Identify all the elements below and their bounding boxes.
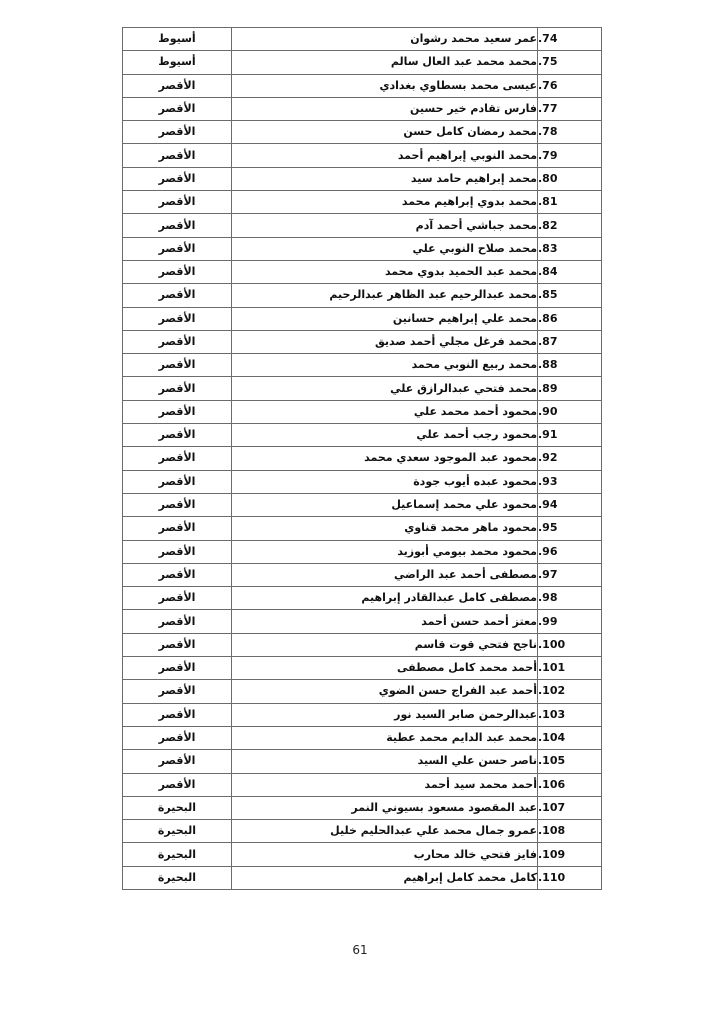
row-number: .90	[538, 400, 602, 423]
table-row	[123, 680, 602, 703]
person-name: عمرو جمال محمد علي عبدالحليم خليل	[232, 820, 538, 843]
row-number: .93	[538, 470, 602, 493]
governorate: الأقصر	[123, 330, 232, 353]
table-row	[123, 563, 602, 586]
governorate: الأقصر	[123, 517, 232, 540]
table-row	[123, 447, 602, 470]
table-row	[123, 121, 602, 144]
governorate: الأقصر	[123, 260, 232, 283]
row-number: .88	[538, 354, 602, 377]
table-row	[123, 820, 602, 843]
person-name: محمود محمد بيومي أبوزيد	[232, 540, 538, 563]
governorate: الأقصر	[123, 400, 232, 423]
row-number: .110	[538, 866, 602, 889]
row-number: .76	[538, 74, 602, 97]
governorate: الأقصر	[123, 307, 232, 330]
person-name: محمود عبد الموجود سعدي محمد	[232, 447, 538, 470]
governorate: الأقصر	[123, 447, 232, 470]
governorate: الأقصر	[123, 354, 232, 377]
person-name: محمد جباشي أحمد آدم	[232, 214, 538, 237]
row-number: .84	[538, 260, 602, 283]
person-name: محمد فرغل مجلي أحمد صديق	[232, 330, 538, 353]
roster-body	[123, 28, 602, 890]
governorate: أسيوط	[123, 51, 232, 74]
person-name: معتز أحمد حسن أحمد	[232, 610, 538, 633]
person-name: محمود رجب أحمد علي	[232, 424, 538, 447]
table-row	[123, 657, 602, 680]
person-name: مصطفى كامل عبدالقادر إبراهيم	[232, 587, 538, 610]
table-row	[123, 167, 602, 190]
governorate: الأقصر	[123, 657, 232, 680]
table-row	[123, 796, 602, 819]
table-row	[123, 214, 602, 237]
governorate: الأقصر	[123, 377, 232, 400]
person-name: محمود عبده أيوب جودة	[232, 470, 538, 493]
governorate: الأقصر	[123, 97, 232, 120]
row-number: .108	[538, 820, 602, 843]
governorate: أسيوط	[123, 28, 232, 51]
row-number: .101	[538, 657, 602, 680]
person-name: أحمد محمد سيد أحمد	[232, 773, 538, 796]
table-row	[123, 330, 602, 353]
governorate: الأقصر	[123, 750, 232, 773]
governorate: الأقصر	[123, 587, 232, 610]
table-row	[123, 424, 602, 447]
governorate: الأقصر	[123, 121, 232, 144]
row-number: .102	[538, 680, 602, 703]
person-name: محمد عبد الحميد بدوي محمد	[232, 260, 538, 283]
row-number: .79	[538, 144, 602, 167]
person-name: أحمد محمد كامل مصطفى	[232, 657, 538, 680]
table-row	[123, 144, 602, 167]
person-name: عبدالرحمن صابر السيد نور	[232, 703, 538, 726]
governorate: الأقصر	[123, 610, 232, 633]
table-row	[123, 74, 602, 97]
person-name: محمد عبدالرحيم عبد الظاهر عبدالرحيم	[232, 284, 538, 307]
person-name: أحمد عبد الفراج حسن الضوي	[232, 680, 538, 703]
table-row	[123, 51, 602, 74]
table-row	[123, 28, 602, 51]
person-name: مصطفى أحمد عبد الراضي	[232, 563, 538, 586]
person-name: عمر سعيد محمد رشوان	[232, 28, 538, 51]
row-number: .104	[538, 726, 602, 749]
table-row	[123, 97, 602, 120]
row-number: .78	[538, 121, 602, 144]
governorate: الأقصر	[123, 540, 232, 563]
row-number: .77	[538, 97, 602, 120]
governorate: الأقصر	[123, 74, 232, 97]
table-row	[123, 307, 602, 330]
table-row	[123, 400, 602, 423]
table-row	[123, 633, 602, 656]
governorate: الأقصر	[123, 424, 232, 447]
row-number: .80	[538, 167, 602, 190]
person-name: محمد علي إبراهيم حسانين	[232, 307, 538, 330]
table-row	[123, 703, 602, 726]
person-name: ناجح فتحي قوت قاسم	[232, 633, 538, 656]
table-row	[123, 843, 602, 866]
row-number: .81	[538, 191, 602, 214]
row-number: .87	[538, 330, 602, 353]
person-name: كامل محمد كامل إبراهيم	[232, 866, 538, 889]
row-number: .82	[538, 214, 602, 237]
table-row	[123, 260, 602, 283]
table-row	[123, 866, 602, 889]
governorate: الأقصر	[123, 284, 232, 307]
person-name: عبد المقصود مسعود بسيوني النمر	[232, 796, 538, 819]
row-number: .97	[538, 563, 602, 586]
person-name: عيسى محمد بسطاوي بغدادي	[232, 74, 538, 97]
table-row	[123, 493, 602, 516]
table-row	[123, 191, 602, 214]
table-row	[123, 587, 602, 610]
governorate: الأقصر	[123, 726, 232, 749]
roster-table	[122, 27, 602, 890]
table-row	[123, 540, 602, 563]
table-row	[123, 354, 602, 377]
row-number: .92	[538, 447, 602, 470]
table-row	[123, 284, 602, 307]
row-number: .105	[538, 750, 602, 773]
governorate: الأقصر	[123, 191, 232, 214]
row-number: .106	[538, 773, 602, 796]
person-name: محمود ماهر محمد قناوي	[232, 517, 538, 540]
person-name: ناصر حسن علي السيد	[232, 750, 538, 773]
person-name: فايز فتحي خالد محارب	[232, 843, 538, 866]
row-number: .107	[538, 796, 602, 819]
table-row	[123, 750, 602, 773]
governorate: الأقصر	[123, 563, 232, 586]
row-number: .109	[538, 843, 602, 866]
table-row	[123, 610, 602, 633]
person-name: محمد ربيع النوبي محمد	[232, 354, 538, 377]
governorate: البحيرة	[123, 843, 232, 866]
person-name: محمد فتحي عبدالرازق علي	[232, 377, 538, 400]
person-name: محمد إبراهيم حامد سيد	[232, 167, 538, 190]
row-number: .85	[538, 284, 602, 307]
governorate: الأقصر	[123, 237, 232, 260]
person-name: فارس تقادم خير حسين	[232, 97, 538, 120]
person-name: محمد بدوي إبراهيم محمد	[232, 191, 538, 214]
table-row	[123, 470, 602, 493]
person-name: محمد رمضان كامل حسن	[232, 121, 538, 144]
table-row	[123, 773, 602, 796]
row-number: .83	[538, 237, 602, 260]
governorate: الأقصر	[123, 493, 232, 516]
row-number: .89	[538, 377, 602, 400]
row-number: .99	[538, 610, 602, 633]
row-number: .98	[538, 587, 602, 610]
roster-sheet	[122, 27, 600, 890]
row-number: .74	[538, 28, 602, 51]
governorate: الأقصر	[123, 680, 232, 703]
row-number: .95	[538, 517, 602, 540]
governorate: الأقصر	[123, 214, 232, 237]
person-name: محمود علي محمد إسماعيل	[232, 493, 538, 516]
row-number: .100	[538, 633, 602, 656]
table-row	[123, 377, 602, 400]
governorate: الأقصر	[123, 167, 232, 190]
governorate: البحيرة	[123, 796, 232, 819]
governorate: الأقصر	[123, 144, 232, 167]
governorate: الأقصر	[123, 633, 232, 656]
page-number: 61	[352, 943, 368, 957]
row-number: .96	[538, 540, 602, 563]
person-name: محمد عبد الدايم محمد عطية	[232, 726, 538, 749]
governorate: الأقصر	[123, 773, 232, 796]
row-number: .75	[538, 51, 602, 74]
row-number: .91	[538, 424, 602, 447]
person-name: محمد محمد عبد العال سالم	[232, 51, 538, 74]
table-row	[123, 517, 602, 540]
row-number: .103	[538, 703, 602, 726]
table-row	[123, 726, 602, 749]
governorate: البحيرة	[123, 866, 232, 889]
person-name: محمد صلاح النوبي علي	[232, 237, 538, 260]
table-row	[123, 237, 602, 260]
person-name: محمود أحمد محمد علي	[232, 400, 538, 423]
governorate: البحيرة	[123, 820, 232, 843]
row-number: .86	[538, 307, 602, 330]
governorate: الأقصر	[123, 470, 232, 493]
governorate: الأقصر	[123, 703, 232, 726]
row-number: .94	[538, 493, 602, 516]
person-name: محمد النوبي إبراهيم أحمد	[232, 144, 538, 167]
